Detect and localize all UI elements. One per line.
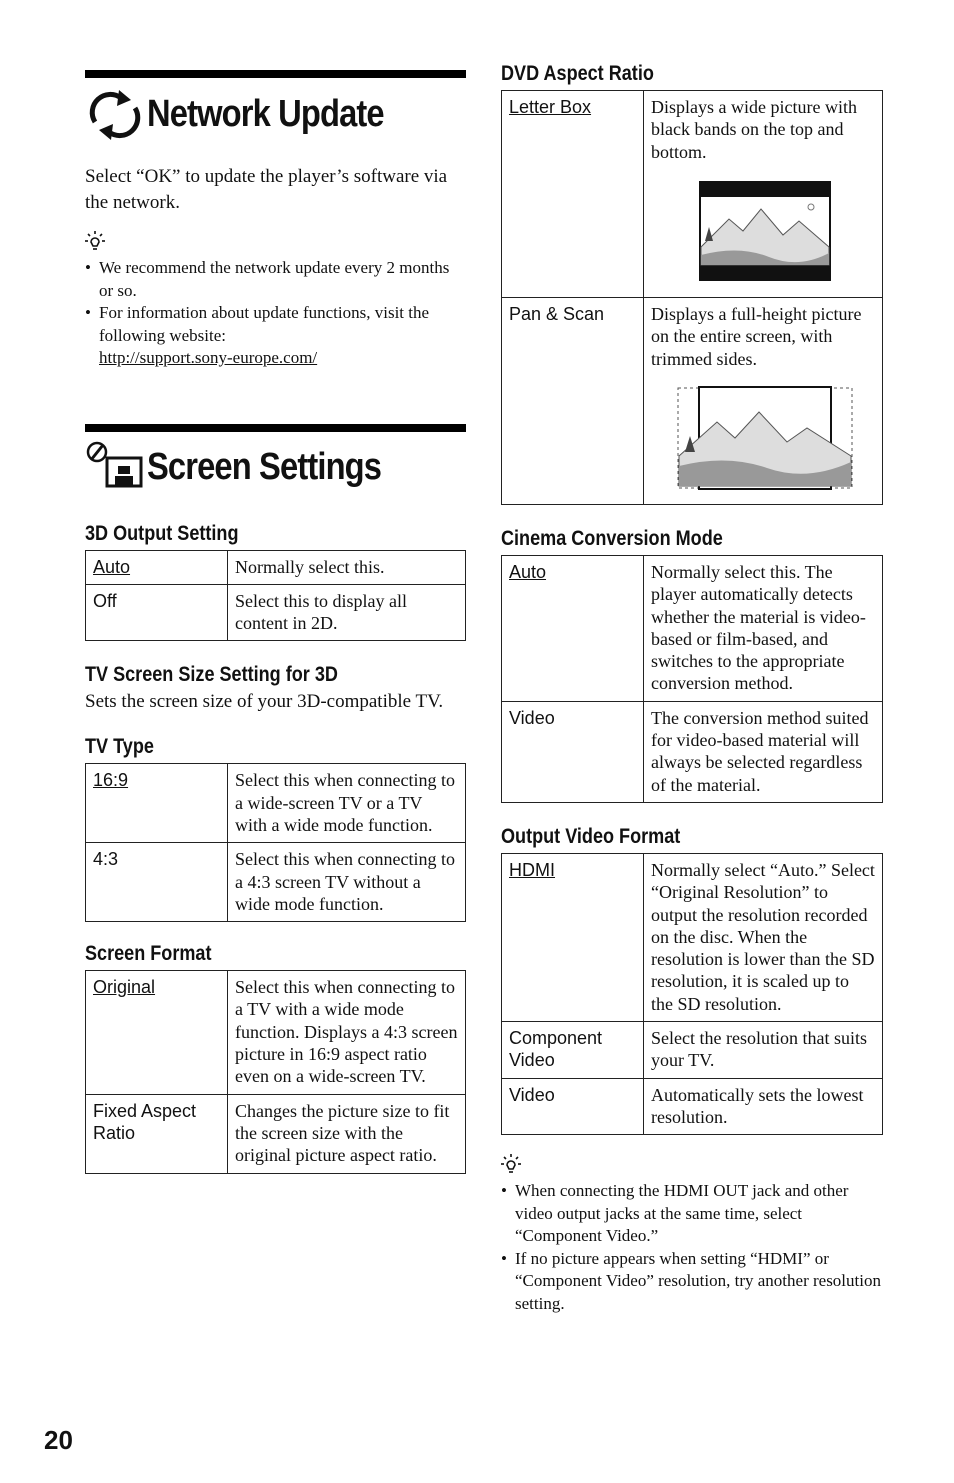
hint-bulb-icon <box>85 230 105 252</box>
table-row <box>86 764 466 843</box>
section-heading: TV Screen Size Setting for 3D <box>85 663 338 687</box>
hint-text: For information about update functions, visit the following website: <box>99 303 430 345</box>
option-key: HDMI <box>509 859 555 880</box>
screen-format-table <box>85 970 466 1173</box>
support-link[interactable]: http://support.sony-europe.com/ <box>99 348 318 367</box>
hint-item <box>85 302 466 370</box>
section-heading: 3D Output Setting <box>85 521 239 545</box>
table-row <box>502 298 883 505</box>
pan-scan-illustration <box>677 386 853 490</box>
option-key: Fixed Aspect Ratio <box>86 1094 228 1173</box>
option-value: Displays a full-height picture on the entire screen, with trimmed sides. <box>651 304 862 369</box>
section-heading: Screen Format <box>85 942 212 966</box>
right-column <box>501 62 883 1315</box>
left-column <box>85 70 466 1174</box>
refresh-icon <box>85 86 147 142</box>
option-key: Auto <box>93 556 131 577</box>
page-title: Network Update <box>147 92 384 135</box>
hint-item: • We recommend the network update every 2 months or so. <box>85 257 466 302</box>
section-heading: DVD Aspect Ratio <box>501 62 654 85</box>
page-number: 20 <box>44 1425 73 1455</box>
option-key: Component Video <box>502 1022 644 1079</box>
option-value: Select this when connecting to a wide-screen TV or a TV with a wide mode function. <box>228 764 466 843</box>
hint-item: • If no picture appears when setting “HDMI” or “Component Video” resolution, try another resolution setting. <box>501 1248 883 1316</box>
section-title: Screen Settings <box>147 446 382 488</box>
table-row <box>502 701 883 802</box>
option-value: Select this when connecting to a 4:3 screen TV without a wide mode function. <box>228 843 466 922</box>
dvd-aspect-table <box>501 90 883 505</box>
network-update-header <box>85 86 466 142</box>
table-row <box>86 971 466 1094</box>
option-value: The conversion method suited for video-based material will always be selected regardless of the material. <box>644 701 883 802</box>
option-value: Normally select “Auto.” Select “Original Resolution” to output the resolution recorded on the disc. When the resolution is lower than the SD resolution, it is scaled up to the SD resolution. <box>644 853 883 1021</box>
table-row <box>502 853 883 1021</box>
option-key: Letter Box <box>509 97 592 117</box>
table-row <box>502 1078 883 1135</box>
table-row <box>86 843 466 922</box>
option-key: 4:3 <box>86 843 228 922</box>
section-divider <box>85 70 466 78</box>
output-3d-table <box>85 550 466 642</box>
table-row <box>502 91 883 298</box>
option-key: Video <box>502 701 644 802</box>
table-row <box>86 584 466 641</box>
tv-size-text: Sets the screen size of your 3D-compatible TV. <box>85 691 444 713</box>
option-value: Normally select this. <box>228 550 466 584</box>
section-heading: TV Type <box>85 735 154 759</box>
tv-type-table <box>85 763 466 922</box>
screen-settings-header <box>85 440 466 496</box>
letterbox-illustration <box>699 181 831 281</box>
table-row <box>86 1094 466 1173</box>
network-update-intro: Select “OK” to update the player’s software via the network. <box>85 166 448 213</box>
option-value: Select this when connecting to a TV with a wide mode function. Displays a 4:3 screen picture in 16:9 aspect ratio even on a wide-screen TV. <box>228 971 466 1094</box>
network-hint <box>85 230 466 370</box>
option-key: 16:9 <box>93 770 129 791</box>
hint-bulb-icon <box>501 1153 521 1175</box>
hint-item: • When connecting the HDMI OUT jack and other video output jacks at the same time, select “Component Video.” <box>501 1180 883 1248</box>
option-key: Auto <box>509 562 547 582</box>
option-value: Normally select this. The player automatically detects whether the material is video-based or film-based, and switches to the appropriate conversion method. <box>644 556 883 702</box>
table-row <box>86 550 466 584</box>
option-key: Pan & Scan <box>502 298 644 505</box>
option-value: Automatically sets the lowest resolution. <box>644 1078 883 1135</box>
option-key: Original <box>93 977 156 998</box>
cinema-table <box>501 555 883 803</box>
output-video-hint <box>501 1153 883 1315</box>
option-value: Select this to display all content in 2D. <box>228 584 466 641</box>
output-video-table <box>501 853 883 1135</box>
option-key: Video <box>502 1078 644 1135</box>
option-value: Select the resolution that suits your TV. <box>644 1022 883 1079</box>
section-heading: Output Video Format <box>501 824 681 848</box>
option-key: Off <box>86 584 228 641</box>
screen-settings-icon <box>85 440 147 496</box>
table-row <box>502 556 883 702</box>
section-divider <box>85 424 466 432</box>
option-value: Changes the picture size to fit the screen size with the original picture aspect ratio. <box>228 1094 466 1173</box>
option-value: Displays a wide picture with black bands on the top and bottom. <box>651 97 857 162</box>
section-heading: Cinema Conversion Mode <box>501 527 723 550</box>
table-row <box>502 1022 883 1079</box>
